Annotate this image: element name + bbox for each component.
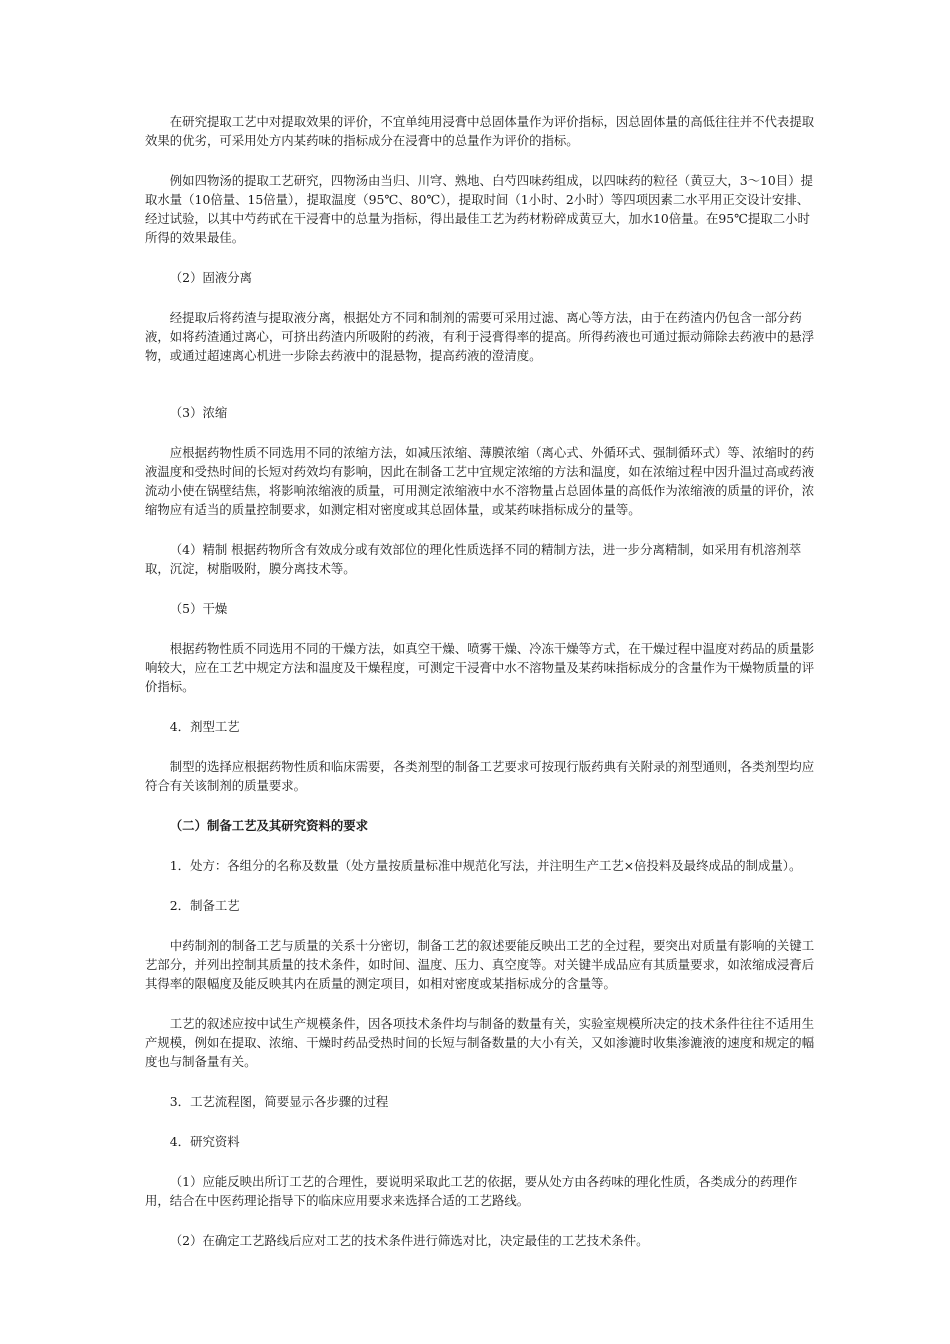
document-page <box>145 112 815 1250</box>
heading-concentration: （3）浓缩 <box>169 405 228 420</box>
paragraph-prescription: 1．处方：各组分的名称及数量（处方量按质量标准中规范化写法，并注明生产工艺×倍投料及最终成品的制成量）。 <box>169 858 802 873</box>
paragraph-drying: 根据药物性质不同选用不同的干燥方法，如真空干燥、喷雾干燥、冷冻干燥等方式，在干燥过程中温度对药品的质量影响较大，应在工艺中规定方法和温度及干燥程度，可测定干浸膏中水不溶物量及某药味指标成分的含量作为干燥物质量的评价指标。 <box>145 641 815 694</box>
paragraph-siwu-decoction-example: 例如四物汤的提取工艺研究，四物汤由当归、川穹、熟地、白芍四味药组成，以四味药的粒径（黄豆大，3～10目）提取水量（10倍量、15倍量），提取温度（95℃、80℃），提取时间（1小时、2小时）等四项因素二水平用正交设计安排、经过试验，以其中芍药甙在干浸膏中的总量为指标，得出最佳工艺为药材粉碎成黄豆大，加水10倍量。在95℃提取二小时所得的效果最佳。 <box>145 173 813 245</box>
paragraph-refining: （4）精制 根据药物所含有效成分或有效部位的理化性质选择不同的精制方法，进一步分离精制，如采用有机溶剂萃取，沉淀，树脂吸附，膜分离技术等。 <box>145 542 802 576</box>
paragraph-preparation-quality: 中药制剂的制备工艺与质量的关系十分密切，制备工艺的叙述要能反映出工艺的全过程，要突出对质量有影响的关键工艺部分，并列出控制其质量的技术条件，如时间、温度、压力、真空度等。对关键半成品应有其质量要求，如浓缩成浸膏后其得率的限幅度及能反映其内在质量的测定项目，如相对密度或某指标成分的含量等。 <box>145 938 815 991</box>
heading-solid-liquid-separation: （2）固液分离 <box>169 270 253 285</box>
paragraph-dosage-form: 制型的选择应根据药物性质和临床需要，各类剂型的制备工艺要求可按现行版药典有关附录的剂型通则，各类剂型均应符合有关该制剂的质量要求。 <box>145 759 815 793</box>
paragraph-extraction-evaluation: 在研究提取工艺中对提取效果的评价，不宜单纯用浸膏中总固体量作为评价指标，因总固体量的高低往往并不代表提取效果的优劣，可采用处方内某药味的指标成分在浸膏中的总量作为评价的指标。 <box>145 114 815 148</box>
heading-preparation-requirements: （二）制备工艺及其研究资料的要求 <box>169 818 369 833</box>
paragraph-concentration: 应根据药物性质不同选用不同的浓缩方法，如减压浓缩、薄膜浓缩（离心式、外循环式、强制循环式）等、浓缩时的药液温度和受热时间的长短对药效均有影响，因此在制备工艺中宜规定浓缩的方法和温度，如在浓缩过程中因升温过高或药液流动小使在锅壁结焦，将影响浓缩液的质量，可用测定浓缩液中水不溶物量占总固体量的高低作为浓缩液的质量的评价，浓缩物应有适当的质量控制要求，如测定相对密度或其总固体量，或某药味指标成分的量等。 <box>145 445 815 517</box>
paragraph-solid-liquid-separation: 经提取后将药渣与提取液分离，根据处方不同和制剂的需要可采用过滤、离心等方法，由于在药渣内仍包含一部分药液，如将药渣通过离心，可挤出药渣内所吸附的药液，有利于浸膏得率的提高。所得药液也可通过振动筛除去药液中的悬浮物，或通过超速离心机进一步除去药液中的混悬物，提高药液的澄清度。 <box>145 310 815 363</box>
paragraph-pilot-scale: 工艺的叙述应按中试生产规模条件，因各项技术条件均与制备的数量有关，实验室规模所决定的技术条件往往不适用生产规模，例如在提取、浓缩、干燥时药品受热时间的长短与制备数量的大小有关，又如渗漉时收集渗漉液的速度和规定的幅度也与制备量有关。 <box>145 1016 815 1069</box>
heading-drying: （5）干燥 <box>169 601 228 616</box>
paragraph-technical-conditions: （2）在确定工艺路线后应对工艺的技术条件进行筛选对比，决定最佳的工艺技术条件。 <box>169 1233 649 1248</box>
heading-dosage-form-process: 4．剂型工艺 <box>169 719 240 734</box>
heading-preparation-process: 2．制备工艺 <box>169 898 240 913</box>
heading-process-flowchart: 3．工艺流程图，简要显示各步骤的过程 <box>169 1094 389 1109</box>
heading-research-materials: 4．研究资料 <box>169 1134 240 1149</box>
paragraph-process-rationale: （1）应能反映出所订工艺的合理性，要说明采取此工艺的依据，要从处方由各药味的理化性质，各类成分的药理作用，结合在中医药理论指导下的临床应用要求来选择合适的工艺路线。 <box>145 1174 798 1208</box>
